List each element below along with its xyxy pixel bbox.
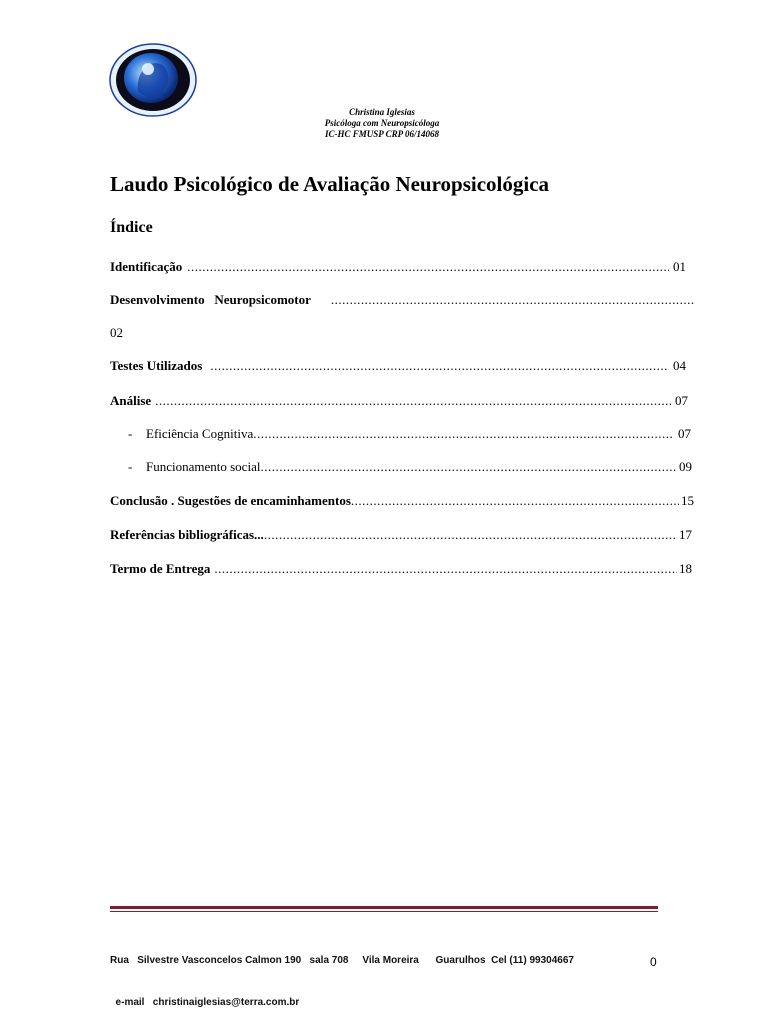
toc-page: 07 [678,426,691,441]
toc-bullet: - [128,459,133,474]
toc-label: Termo de Entrega [110,561,211,576]
toc-row [110,560,692,578]
toc-label: Identificação [110,259,183,274]
footer-address: Rua Silvestre Vasconcelos Calmon 190 sala 708 Vila Moreira Guarulhos Cel (11) 99304667 [110,955,574,966]
toc-page: 07 [675,393,688,408]
toc-label: Referências bibliográficas... [110,527,264,542]
toc-dot-leader [214,560,677,578]
toc-label: Análise [110,393,152,408]
toc-label: Funcionamento social [146,459,261,474]
toc-dot-leader [187,258,669,276]
toc-row [146,425,691,443]
toc-page: 09 [679,459,692,474]
index-heading: Índice [110,219,153,236]
toc-label: Testes Utilizados [110,358,203,373]
toc-dot-leader [253,425,674,443]
toc-row [110,492,694,510]
toc-label: Conclusão . Sugestões de encaminhamentos [110,493,351,508]
document-title: Laudo Psicológico de Avaliação Neuropsicológica [110,172,550,196]
footer-rule [110,906,658,909]
toc-page: 02 [110,325,123,340]
footer-email: e-mail christinaiglesias@terra.com.br [110,997,300,1008]
toc-row [110,258,686,276]
toc-dot-leader [351,492,679,510]
toc-dot-leader [210,357,669,375]
toc-dot-leader [264,526,677,544]
toc-row [146,458,692,476]
brain-head-logo-icon [108,42,198,118]
toc-row [110,392,688,410]
toc-page: 18 [679,561,692,576]
toc-page: 17 [679,527,692,542]
page-number: 0 [650,955,657,969]
author-registry: IC-HC FMUSP CRP 06/14068 [324,129,440,139]
toc-page: 15 [681,493,694,508]
toc-row [110,357,686,375]
toc-dot-leader [260,458,677,476]
toc-row [110,526,692,544]
toc-bullet: - [128,426,133,441]
toc-label: Desenvolvimento Neuropsicomotor [110,292,311,307]
author-header [282,107,482,140]
toc-page: 04 [673,358,686,373]
toc-dot-leader [155,392,671,410]
toc-dot-leader [331,291,694,309]
toc-label: Eficiência Cognitiva [146,426,254,441]
toc-page: 01 [673,259,686,274]
footer-rule-thin [110,911,658,912]
footer-contact [110,926,574,1024]
author-name: Christina Iglesias [349,107,415,117]
author-title: Psicóloga com Neuropsicóloga [324,118,440,128]
toc-row [110,291,694,309]
